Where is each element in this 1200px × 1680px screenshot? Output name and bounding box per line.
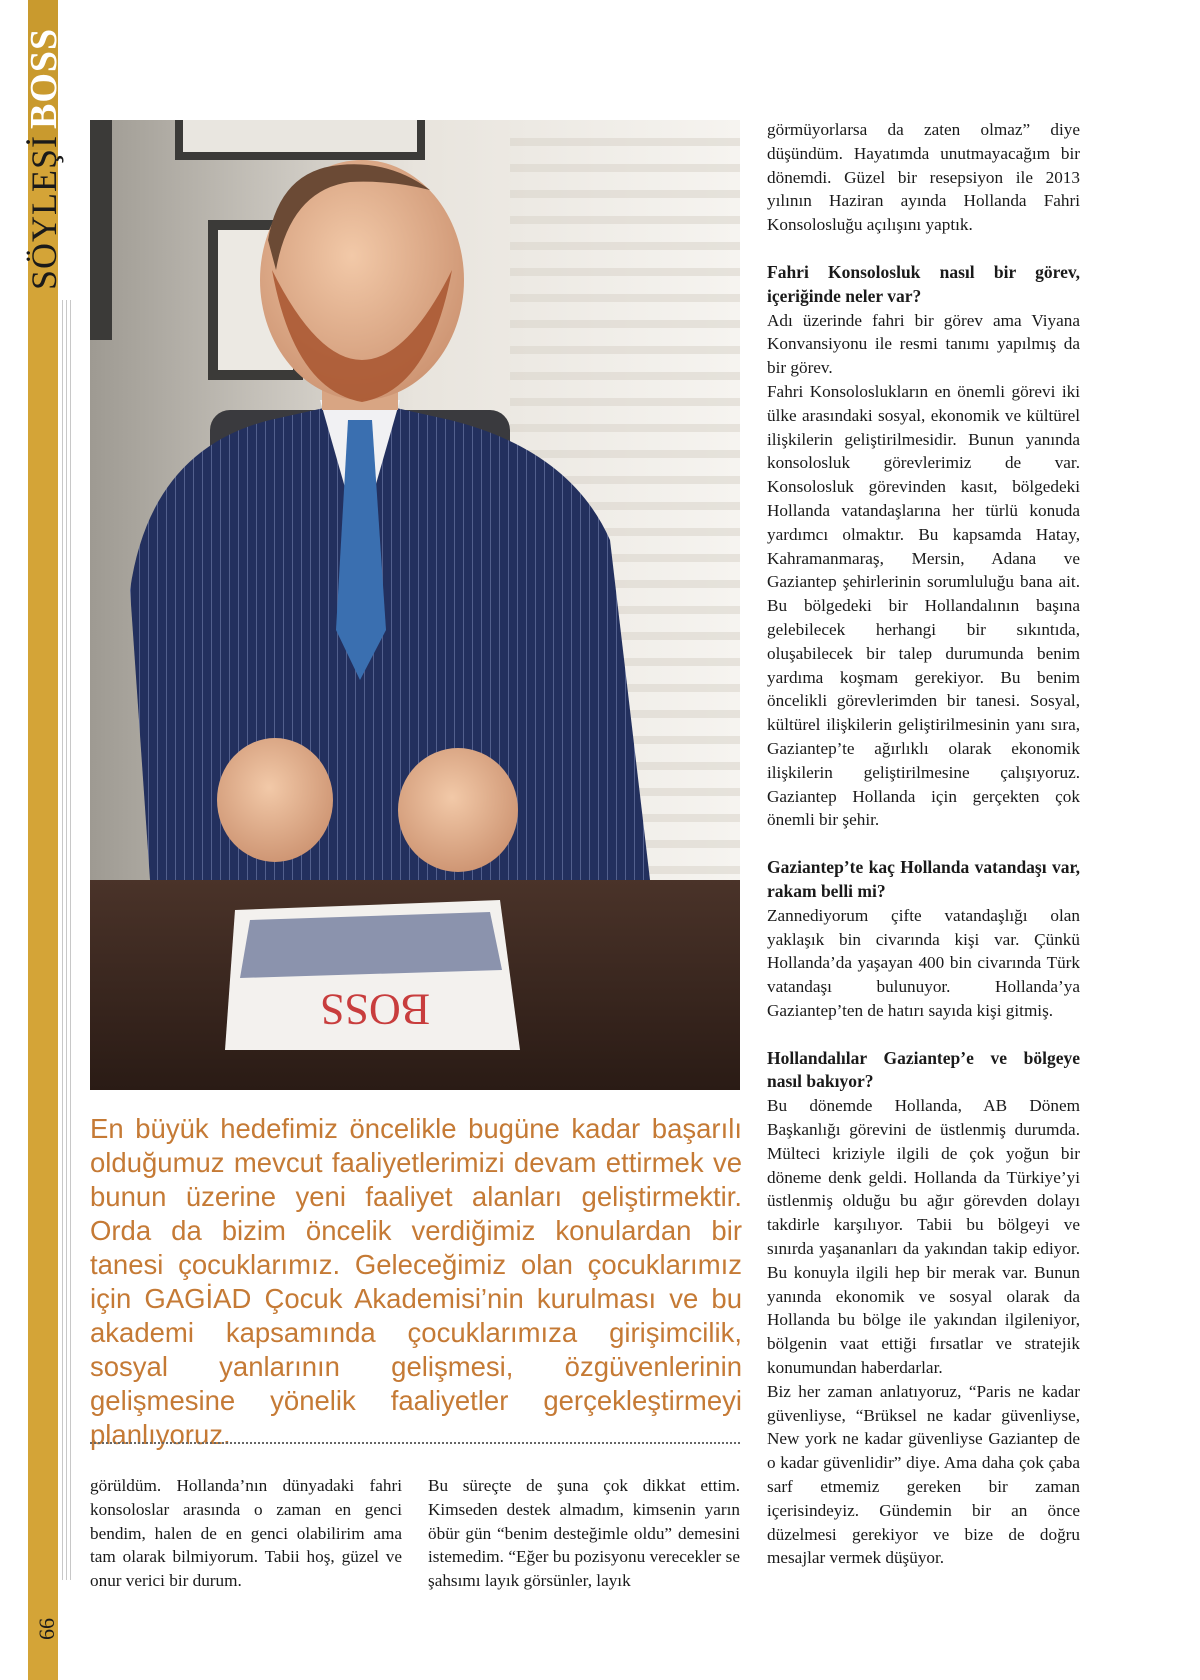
interview-question: Gaziantep’te kaç Hollanda vatandaşı var, rakam belli mi?	[767, 857, 1080, 901]
column-2	[428, 1474, 740, 1593]
column-3	[767, 118, 1080, 1570]
body-paragraph: görmüyorlarsa da zaten olmaz” diye düşündüm. Hayatımda unutmayacağım bir dönemdi. Güzel bir resepsiyon ile 2013 yılının Haziran ayında Hollanda Fahri Konsolosluğu açılışını yaptık.	[767, 120, 1080, 235]
body-paragraph: Biz her zaman anlatıyoruz, “Paris ne kadar güvenliyse, “Brüksel ne kadar güvenliyse, New york ne kadar güvenliyse Gaziantep de o kadar güvenlidir” diye. Ama daha çok çaba sarf etmemiz gereken bir zaman içerisindeyiz. Gündemin bir an önce düzelmesi gerekiyor ve bize de doğru mesajlar vermek düşüyor.	[767, 1381, 1080, 1568]
interview-question: Hollandalılar Gaziantep’e ve bölgeye nasıl bakıyor?	[767, 1047, 1080, 1092]
body-paragraph: Bu dönemde Hollanda, AB Dönem Başkanlığı görevini de üstlenmiş durumda. Mülteci kriziyle ilgili de çok yoğun bir döneme denk geldi. Hollanda da Türkiye’yi üstlenmiş olduğu bu ağır görevden dolayı takdirle karşılıyor. Tabii bu bölgeyi ve sınırda yaşananları da yakından takip ediyor. Bu konuyla ilgili hep bir merak var. Bunun yanında ekonomik ve sosyal olarak da Hollanda bu bölge ile yakından ilgileniyor, bölgenin vaat ettiği fırsatlar ve stratejik konumundan haberdarlar.	[767, 1096, 1080, 1378]
page-number: 66	[34, 1618, 59, 1640]
body-paragraph: Zannediyorum çifte vatandaşlığı olan yaklaşık bin civarında kişi var. Çünkü Hollanda’da yaşayan 400 bin civarında Türk vatandaşı bulunuyor. Hollanda’ya Gaziantep’ten de hatırı sayıda kişi gitmiş.	[767, 905, 1080, 1020]
interview-question: Fahri Konsolosluk nasıl bir görev, içeriğinde neler var?	[767, 261, 1080, 306]
dotted-divider	[90, 1442, 740, 1444]
interview-photo	[90, 120, 740, 1090]
body-paragraph: Adı üzerinde fahri bir görev ama Viyana Konvansiyonu ile resmi tanımı yapılmış da bir görev.	[767, 310, 1080, 378]
section-label	[22, 10, 66, 290]
column-1	[90, 1474, 402, 1593]
body-paragraph: Bu süreçte de şuna çok dikkat ettim. Kimseden destek almadım, kimsenin yarın öbür gün “benim desteğimle oldu” demesini istemedim. “Eğer bu pozisyonu verecekler se şahsımı layık görsünler, layık	[428, 1476, 740, 1591]
body-paragraph: Fahri Konsoloslukların en önemli görevi iki ülke arasındaki sosyal, ekonomik ve kültürel ilişkilerin geliştirilmesidir. Bunun yanında konsolosluk görevlerimiz de var. Konsolosluk görevinden kasıt, bölgedeki Hollanda vatandaşlarına her türlü konuda yardımcı olmaktır. Bu kapsamda Hatay, Kahramanmaraş, Mersin, Adana ve Gaziantep şehirlerinin sorumluluğu bana ait. Bu bölgedeki bir Hollandalının başına gelebilecek herhangi bir sıkıntıda, oluşabilecek bir talep durumunda benim yardıma koşmam gerekiyor. Bu benim öncelikli görevlerimden bir tanesi. Sosyal, kültürel ilişkilerin geliştirilmesinin yanı sıra, Gaziantep’te ağırlıklı olarak ekonomik ilişkilerin geliştirilmesine çalışıyoruz. Gaziantep Hollanda için gerçekten çok önemli bir şehir.	[767, 381, 1080, 830]
brand-name: BOSS	[23, 27, 65, 129]
magazine-cover-text: BOSS	[319, 985, 431, 1034]
sidebar-rule	[62, 300, 63, 1580]
sidebar-rule	[66, 300, 67, 1580]
body-paragraph: görüldüm. Hollanda’nın dünyadaki fahri konsoloslar arasında o zaman en genci bendim, halen de en genci olabilirim ama tam olarak bilmiyorum. Tabii hoş, güzel ve onur verici bir durum.	[90, 1476, 402, 1591]
pull-quote: En büyük hedefimiz öncelikle bugüne kadar başarılı olduğumuz mevcut faaliyetlerimizi devam ettirmek ve bunun üzerine yeni faaliyet alanları geliştirmektir. Orda da bizim öncelik verdiğimiz konulardan bir tanesi çocuklarımız. Geleceğimiz olan çocuklarımız için GAGİAD Çocuk Akademisi’nin kurulması ve bu akademi kapsamında çocuklarımıza girişimcilik, sosyal yanlarının gelişmesi, özgüvenlerinin gelişmesine yönelik faaliyetler gerçekleştirmeyi planlıyoruz.	[90, 1113, 742, 1450]
sidebar-rule	[70, 300, 71, 1580]
section-word: SÖYLEŞİ	[24, 134, 64, 290]
